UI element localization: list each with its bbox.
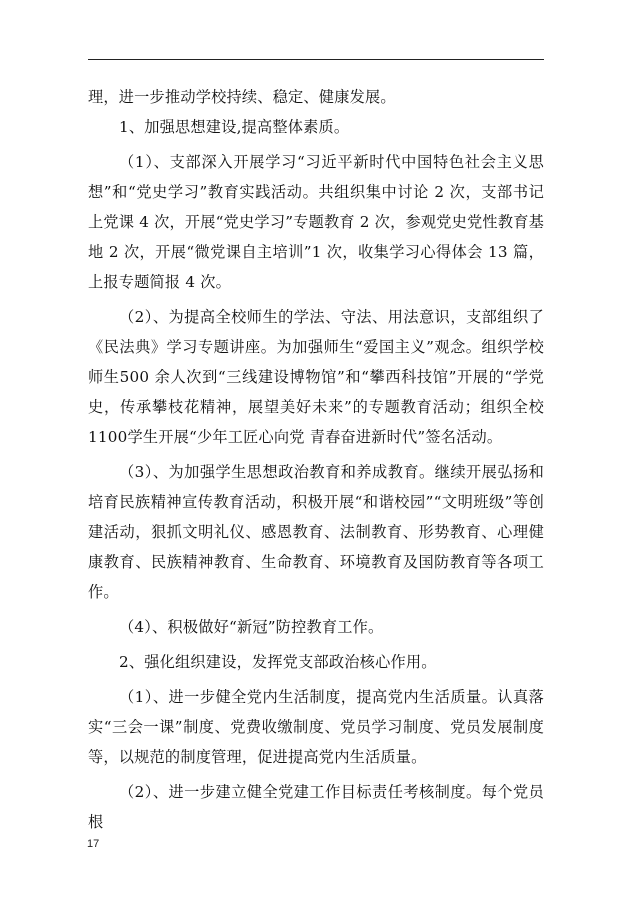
paragraph-1-3: （3）、为加强学生思想政治教育和养成教育。继续开展弘扬和培育民族精神宣传教育活动，积极开展“和谐校园”“文明班级”等创建活动，狠抓文明礼仪、感恩教育、法制教育、形势教育、心理健康教育、民族精神教育、生命教育、环境教育及国防教育等各项工作。 [88,463,544,601]
page-number: 17 [87,838,100,850]
header-rule [88,59,544,60]
section-heading-1: 1、加强思想建设,提高整体素质。 [119,118,350,136]
paragraph-2-1: （1）、进一步健全党内生活制度，提高党内生活质量。认真落实“三会一课”制度、党费收缴制度、党员学习制度、党员发展制度等，以规范的制度管理，促进提高党内生活质量。 [88,688,544,766]
paragraph-1-4: （4）、积极做好“新冠”防控教育工作。 [119,618,384,636]
paragraph-1-1: （1）、支部深入开展学习“习近平新时代中国特色社会主义思想”和“党史学习”教育实践活动。共组织集中讨论 2 次，支部书记上党课 4 次，开展“党史学习”专题教育 2 次，参观党史党性教育基地 2 次，开展“微党课自主培训”1 次，收集学习心得体会 13 篇，上报专题简报 4 次。 [88,153,544,291]
paragraph-1-2: （2）、为提高全校师生的学法、守法、用法意识，支部组织了《民法典》学习专题讲座。为加强师生“爱国主义”观念。组织学校师生500 余人次到“三线建设博物馆”和“攀西科技馆”开展的“学党史，传承攀枝花精神，展望美好未来”的专题教育活动；组织全校 1100学生开展“少年工匠心向党 青春奋进新时代”签名活动。 [88,308,544,446]
paragraph-2-2: （2）、进一步建立健全党建工作目标责任考核制度。每个党员根 [88,783,544,831]
document-body [88,82,544,837]
paragraph-continuation: 理，进一步推动学校持续、稳定、健康发展。 [88,88,396,106]
section-heading-2: 2、强化组织建设，发挥党支部政治核心作用。 [119,653,437,671]
